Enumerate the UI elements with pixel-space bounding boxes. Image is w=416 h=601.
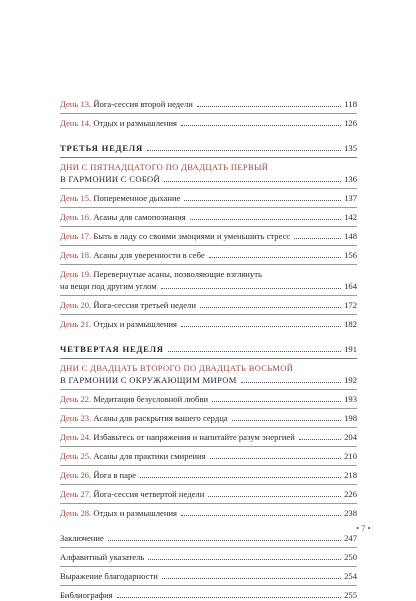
section-subtitle-row[interactable]	[60, 173, 357, 185]
day-label: День 18.	[60, 250, 92, 260]
toc-entry[interactable]	[60, 211, 357, 223]
day-label: День 13.	[60, 99, 92, 109]
section-subtitle: ДНИ С ПЯТНАДЦАТОГО ПО ДВАДЦАТЬ ПЕРВЫЙ	[60, 162, 269, 172]
entry-text: Отдых и размышления	[93, 319, 178, 329]
entry-text: Йога-сессия третьей недели	[93, 300, 196, 310]
entry-text: Асаны для практики смирения	[93, 451, 206, 461]
entry-page: 137	[344, 193, 357, 203]
day-label: День 20.	[60, 300, 92, 310]
toc-entry[interactable]	[60, 532, 357, 544]
section-subtitle-2: В ГАРМОНИИ С ОКРУЖАЮЩИМ МИРОМ	[60, 375, 237, 385]
day-label: День 14.	[60, 118, 92, 128]
entry-text: Асаны для самопознания	[93, 212, 186, 222]
week4-section	[60, 343, 357, 519]
section-page: 135	[344, 143, 357, 153]
subtitle-page: 136	[344, 174, 357, 184]
entry-text: Йога в паре	[93, 470, 137, 480]
day-label: День 27.	[60, 489, 92, 499]
entry-text: Отдых и размышления	[93, 508, 178, 518]
entry-page: 126	[344, 118, 357, 128]
entry-page: 142	[344, 212, 357, 222]
toc-entry-day19-cont[interactable]	[60, 280, 357, 292]
section-subtitle-2: В ГАРМОНИИ С СОБОЙ	[60, 174, 161, 184]
toc-entry[interactable]	[60, 412, 357, 424]
entry-text: Избавьтесь от напряжения и напитайте разум энергией	[93, 432, 295, 442]
divider	[60, 157, 357, 158]
entry-page: 172	[344, 300, 357, 310]
toc-entry[interactable]	[60, 230, 357, 242]
entry-text: Выражение благодарности	[60, 571, 158, 581]
entry-page: 238	[344, 508, 357, 518]
section-title: ТРЕТЬЯ НЕДЕЛЯ	[60, 143, 143, 153]
toc-entry[interactable]	[60, 450, 357, 462]
toc-entry[interactable]	[60, 299, 357, 311]
day-label: День 26.	[60, 470, 92, 480]
day-label: День 24.	[60, 432, 92, 442]
entry-text-line2: на вещи под другим углом	[60, 281, 157, 291]
section-subtitle: ДНИ С ДВАДЦАТЬ ВТОРОГО ПО ДВАДЦАТЬ ВОСЬМОЙ	[60, 363, 294, 373]
entry-page: 204	[344, 432, 357, 442]
entry-page: 250	[344, 552, 357, 562]
entry-page: 193	[344, 394, 357, 404]
day-label: День 25.	[60, 451, 92, 461]
week3-heading[interactable]	[60, 142, 357, 154]
day-label: День 19.	[60, 269, 92, 279]
entry-text-line1: Перевернутые асаны, позволяющие взглянуть	[93, 269, 262, 279]
entry-text: Алфавитный указатель	[60, 552, 145, 562]
entry-text: Быть в ладу со своими эмоциями и уменьшить стресс	[93, 231, 291, 241]
entry-text: Асаны для раскрытия вашего сердца	[93, 413, 228, 423]
toc-entry[interactable]	[60, 117, 357, 129]
entry-page: 198	[344, 413, 357, 423]
toc-entry[interactable]	[60, 318, 357, 330]
entry-page: 164	[344, 281, 357, 291]
subtitle-page: 192	[344, 375, 357, 385]
week3-section	[60, 142, 357, 330]
toc-entry[interactable]	[60, 589, 357, 601]
leader-dots	[164, 181, 341, 182]
entry-page: 156	[344, 250, 357, 260]
day-label: День 17.	[60, 231, 92, 241]
toc-entry-day19[interactable]	[60, 268, 357, 280]
table-of-contents	[60, 98, 357, 601]
entry-page: 182	[344, 319, 357, 329]
section-title: ЧЕТВЕРТАЯ НЕДЕЛЯ	[60, 344, 164, 354]
day-label: День 16.	[60, 212, 92, 222]
week2-tail	[60, 98, 357, 129]
leader-dots	[181, 125, 341, 126]
toc-entry[interactable]	[60, 488, 357, 500]
leader-dots	[197, 106, 341, 107]
entry-text: Асаны для уверенности в себе	[93, 250, 205, 260]
page-number: • 7 •	[356, 523, 371, 533]
toc-entry[interactable]	[60, 192, 357, 204]
entry-page: 255	[344, 590, 357, 600]
day-label: День 15.	[60, 193, 92, 203]
entry-page: 148	[344, 231, 357, 241]
toc-entry[interactable]	[60, 551, 357, 563]
entry-page: 210	[344, 451, 357, 461]
toc-entry[interactable]	[60, 570, 357, 582]
week4-heading[interactable]	[60, 343, 357, 355]
toc-entry[interactable]	[60, 507, 357, 519]
section-page: 191	[344, 344, 357, 354]
day-label: День 28.	[60, 508, 92, 518]
leader-dots	[147, 150, 341, 151]
day-label: День 22.	[60, 394, 92, 404]
entry-text: Попеременное дыхание	[93, 193, 181, 203]
entry-text: Йога-сессия второй недели	[93, 99, 193, 109]
entry-page: 254	[344, 571, 357, 581]
day-label: День 23.	[60, 413, 92, 423]
entry-page: 247	[344, 533, 357, 543]
toc-entry[interactable]	[60, 98, 357, 110]
toc-entry[interactable]	[60, 249, 357, 261]
divider	[60, 113, 357, 114]
entry-text: Заключение	[60, 533, 104, 543]
entry-page: 226	[344, 489, 357, 499]
back-matter	[60, 532, 357, 601]
entry-text: Медитация безусловной любви	[93, 394, 209, 404]
section-subtitle-row[interactable]	[60, 374, 357, 386]
toc-entry[interactable]	[60, 431, 357, 443]
entry-page: 218	[344, 470, 357, 480]
toc-entry[interactable]	[60, 393, 357, 405]
entry-text: Библиография	[60, 590, 113, 600]
toc-entry[interactable]	[60, 469, 357, 481]
entry-text: Йога-сессия четвертой недели	[93, 489, 205, 499]
entry-text: Отдых и размышления	[93, 118, 178, 128]
day-label: День 21.	[60, 319, 92, 329]
entry-page: 118	[344, 99, 357, 109]
